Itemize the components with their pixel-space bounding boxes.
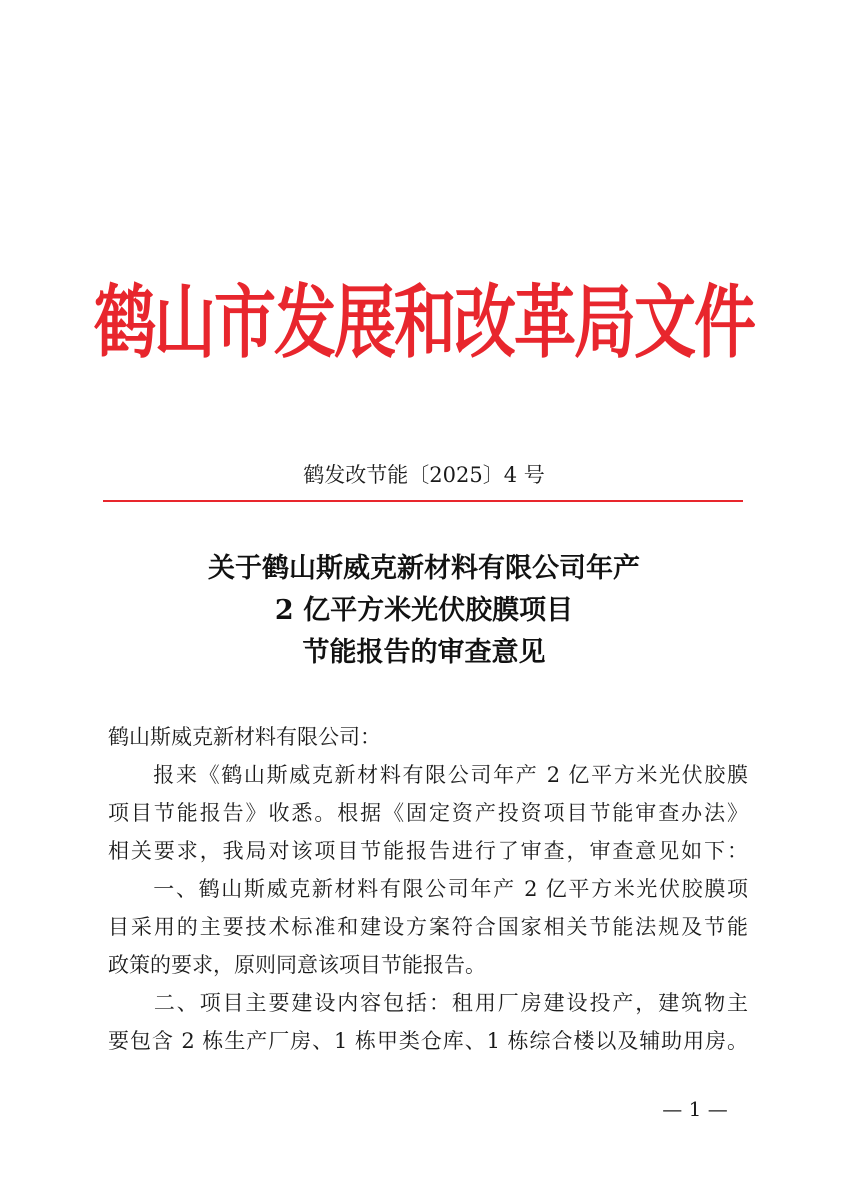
paragraph-1-line-3: 相关要求，我局对该项目节能报告进行了审查，审查意见如下： xyxy=(108,839,748,863)
paragraph-1-line-1: 报来《鹤山斯威克新材料有限公司年产 2 亿平方米光伏胶膜 xyxy=(108,763,748,787)
masthead-title: 鹤山市发展和改革局文件 xyxy=(93,275,754,370)
title-line-1: 关于鹤山斯威克新材料有限公司年产 xyxy=(208,553,640,584)
page-number: — 1 — xyxy=(662,1097,728,1121)
paragraph-3-line-1: 二、项目主要建设内容包括：租用厂房建设投产，建筑物主 xyxy=(108,991,748,1015)
document-number: 鹤发改节能〔2025〕4 号 xyxy=(303,463,545,487)
document-title xyxy=(100,548,748,674)
title-line-3: 节能报告的审查意见 xyxy=(302,637,546,668)
paragraph-2-line-1: 一、鹤山斯威克新材料有限公司年产 2 亿平方米光伏胶膜项 xyxy=(108,877,748,901)
paragraph-1-line-2: 项目节能报告》收悉。根据《固定资产投资项目节能审查办法》 xyxy=(108,801,748,825)
title-line-2: 2 亿平方米光伏胶膜项目 xyxy=(274,595,574,626)
document-body xyxy=(108,718,748,1060)
red-divider-line xyxy=(103,500,743,502)
paragraph-2-line-2: 目采用的主要技术标准和建设方案符合国家相关节能法规及节能 xyxy=(108,915,748,939)
paragraph-2-line-3: 政策的要求，原则同意该项目节能报告。 xyxy=(108,953,486,977)
salutation: 鹤山斯威克新材料有限公司： xyxy=(108,725,381,749)
paragraph-3-line-2: 要包含 2 栋生产厂房、1 栋甲类仓库、1 栋综合楼以及辅助用房。 xyxy=(108,1029,748,1053)
